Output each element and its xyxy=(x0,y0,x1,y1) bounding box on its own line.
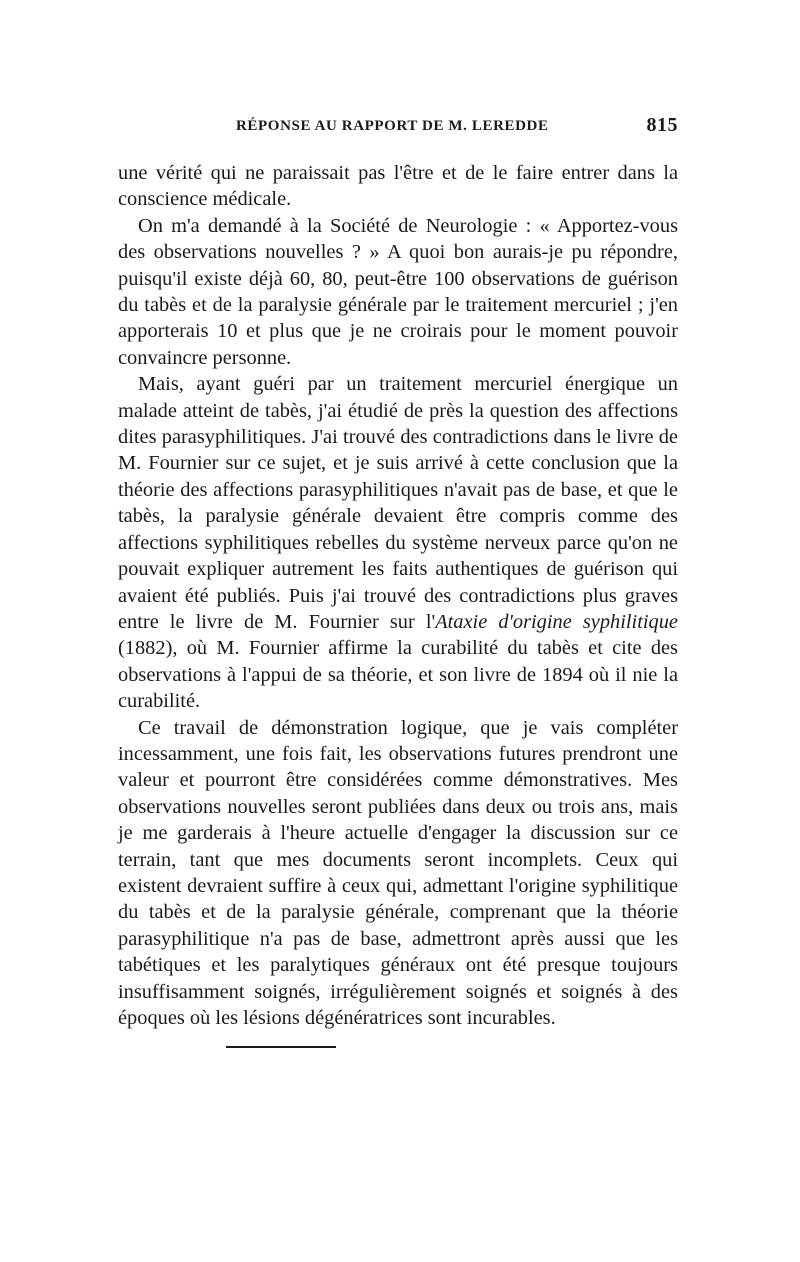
running-head xyxy=(118,112,678,142)
running-title: RÉPONSE AU RAPPORT DE M. LEREDDE xyxy=(236,118,549,134)
book-title-italic: Ataxie d'origine syphilitique xyxy=(435,610,678,633)
paragraph-1: une vérité qui ne paraissait pas l'être et de le faire entrer dans la conscience médicale. xyxy=(118,162,678,211)
paragraph-3 xyxy=(118,371,678,714)
body-text xyxy=(118,160,678,1031)
paragraph-3-text-before: Mais, ayant guéri par un traitement mercuriel énergique un malade atteint de tabès, j'ai étudié de près la question des affections dites parasyphilitiques. J'ai trouvé des contradictions dans le livre de M. Fournier sur ce sujet, et je suis arrivé à cette conclusion que la théorie des affections parasyphilitiques n'avait pas de base, et que le tabès, la paralysie générale devaient être compris comme des affections syphilitiques rebelles du système nerveux parce qu'on ne pouvait expliquer autrement les faits authentiques de guérison qui avaient été publiés. Puis j'ai trouvé des contradictions plus graves entre le livre de M. Fournier sur l' xyxy=(118,373,678,633)
paragraph-3-text-after: (1882), où M. Fournier affirme la curabilité du tabès et cite des observations à l'appui de sa théorie, et son livre de 1894 où il nie la curabilité. xyxy=(118,637,678,713)
page-number: 815 xyxy=(646,114,678,136)
end-rule xyxy=(226,1046,336,1048)
book-page xyxy=(118,112,678,1031)
paragraph-4: Ce travail de démonstration logique, que je vais compléter incessamment, une fois fait, les observations futures prendront une valeur et pourront être considérées comme démonstratives. Mes observations nouvelles seront publiées dans deux ou trois ans, mais je me garderais à l'heure actuelle d'engager la discussion sur ce terrain, tant que mes documents seront incomplets. Ceux qui existent devraient suffire à ceux qui, admettant l'origine syphilitique du tabès et de la paralysie générale, comprenant que la théorie parasyphilitique n'a pas de base, admettront après aussi que les tabétiques et les paralytiques généraux ont été presque toujours insuffisamment soignés, irrégulièrement soignés et soignés à des époques où les lésions dégénératrices sont incurables. xyxy=(118,716,678,1029)
paragraph-2: On m'a demandé à la Société de Neurologie : « Apportez-vous des observations nouvelles ? » A quoi bon aurais-je pu répondre, puisqu'il existe déjà 60, 80, peut-être 100 observations de guérison du tabès et de la paralysie générale par le traitement mercuriel ; j'en apporterais 10 et plus que je ne croirais pour le moment pouvoir convaincre personne. xyxy=(118,214,678,369)
